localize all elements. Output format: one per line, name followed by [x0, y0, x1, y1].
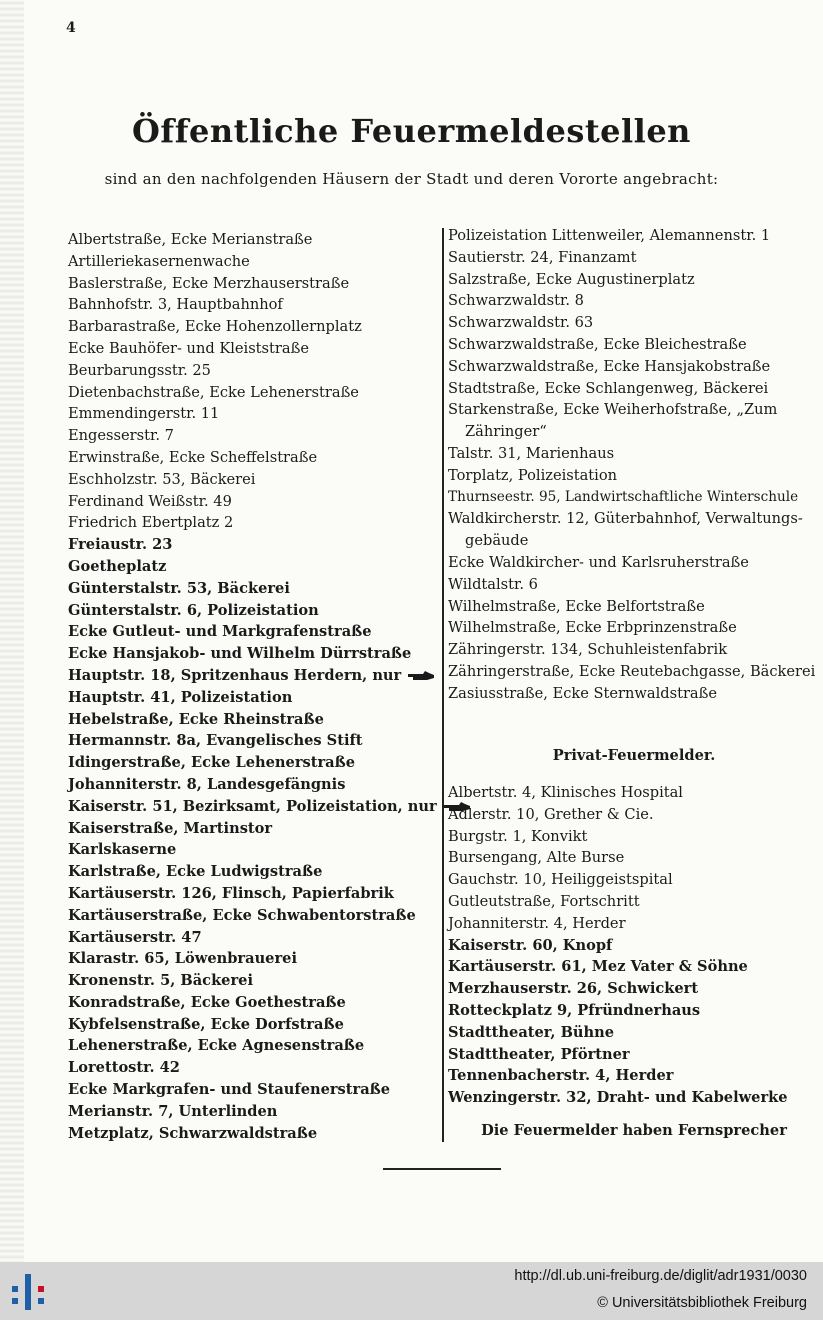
- list-item: Zähringerstr. 134, Schuhleistenfabrik: [448, 641, 728, 659]
- list-item: Wenzingerstr. 32, Draht- und Kabelwerke: [448, 1089, 788, 1107]
- list-item-with-hand: [68, 796, 437, 818]
- list-item: Starkenstraße, Ecke Weiherhofstraße, „Zum: [448, 401, 778, 419]
- list-item: Barbarastraße, Ecke Hohenzollernplatz: [68, 318, 362, 336]
- list-item: Wilhelmstraße, Ecke Erbprinzenstraße: [448, 619, 737, 637]
- list-item: Schwarzwaldstraße, Ecke Hansjakobstraße: [448, 357, 771, 375]
- list-item: Albertstraße, Ecke Merianstraße: [68, 231, 313, 248]
- list-item: Schwarzwaldstr. 63: [448, 314, 594, 332]
- private-list: [448, 782, 820, 1109]
- list-item: Bahnhofstr. 3, Hauptbahnhof: [68, 296, 283, 314]
- list-item: Tennenbacherstr. 4, Herder: [448, 1067, 674, 1085]
- list-item: Engesserstr. 7: [68, 427, 174, 445]
- list-item: Burgstr. 1, Konvikt: [448, 827, 588, 845]
- list-item: Adlerstr. 10, Grether & Cie.: [448, 805, 654, 823]
- list-item: Talstr. 31, Marienhaus: [448, 444, 615, 462]
- list-item: Kartäuserstr. 61, Mez Vater & Söhne: [448, 958, 748, 976]
- list-item: Eschholzstr. 53, Bäckerei: [68, 470, 256, 488]
- list-item-text: Hauptstr. 18, Spritzenhaus Herdern, nur: [68, 666, 402, 684]
- list-item: Günterstalstr. 53, Bäckerei: [68, 579, 290, 597]
- list-item: Beurbarungsstr. 25: [68, 361, 211, 379]
- list-item: Gutleutstraße, Fortschritt: [448, 892, 640, 910]
- closing-rule: [383, 1168, 501, 1170]
- private-section-heading: Privat-Feuermelder.: [552, 747, 716, 764]
- list-item: Karlstraße, Ecke Ludwigstraße: [68, 863, 323, 881]
- list-item: Ecke Waldkircher- und Karlsruherstraße: [448, 553, 749, 571]
- list-item: Ecke Hansjakob- und Wilhelm Dürrstraße: [68, 645, 412, 663]
- list-item: Zähringerstraße, Ecke Reutebachgasse, Bäckerei: [448, 662, 816, 680]
- list-item: Klarastr. 65, Löwenbrauerei: [68, 950, 297, 968]
- list-item: Merzhauserstr. 26, Schwickert: [448, 980, 699, 998]
- public-list-left: [68, 229, 437, 1144]
- list-item: Emmendingerstr. 11: [68, 405, 220, 423]
- list-item: Karlskaserne: [68, 841, 177, 859]
- footnote: Die Feuermelder haben Fernsprecher: [481, 1122, 787, 1139]
- list-item: Stadttheater, Bühne: [448, 1023, 615, 1041]
- list-item: Wilhelmstraße, Ecke Belfortstraße: [448, 597, 705, 615]
- list-item: Waldkircherstr. 12, Güterbahnhof, Verwaltungs-: [448, 510, 803, 528]
- permalink-url[interactable]: http://dl.ub.uni-freiburg.de/diglit/adr1931/0030: [514, 1268, 807, 1284]
- list-item: Konradstraße, Ecke Goethestraße: [68, 993, 346, 1011]
- list-item-continuation: gebäude: [465, 532, 529, 550]
- list-item: Kybfelsenstraße, Ecke Dorfstraße: [68, 1015, 344, 1033]
- column-divider: [442, 228, 444, 1142]
- list-item: Goetheplatz: [68, 557, 167, 575]
- list-item-with-hand: [68, 665, 434, 687]
- list-item: Lorettostr. 42: [68, 1059, 180, 1077]
- list-item: Wildtalstr. 6: [448, 575, 538, 593]
- list-item: Günterstalstr. 6, Polizeistation: [68, 601, 319, 619]
- list-item: Kartäuserstr. 47: [68, 928, 202, 946]
- page-title: Öffentliche Feuermeldestellen: [132, 112, 691, 150]
- list-item: Hebelstraße, Ecke Rheinstraße: [68, 710, 324, 728]
- list-item: Merianstr. 7, Unterlinden: [68, 1102, 278, 1120]
- list-item: Lehenerstraße, Ecke Agnesenstraße: [68, 1037, 365, 1055]
- list-item: Thurnseestr. 95, Landwirtschaftliche Winterschule: [448, 488, 799, 505]
- list-item: Hauptstr. 41, Polizeistation: [68, 688, 293, 706]
- list-item: Artilleriekasernenwache: [68, 252, 250, 270]
- list-item: Zasiusstraße, Ecke Sternwaldstraße: [448, 684, 718, 702]
- list-item: Idingerstraße, Ecke Lehenerstraße: [68, 754, 355, 772]
- list-item: Schwarzwaldstr. 8: [448, 292, 584, 310]
- list-item: Torplatz, Polizeistation: [448, 466, 618, 484]
- list-item: Albertstr. 4, Klinisches Hospital: [448, 784, 683, 801]
- page-subtitle: sind an den nachfolgenden Häusern der Stadt und deren Vororte angebracht:: [104, 170, 719, 188]
- list-item: Ecke Gutleut- und Markgrafenstraße: [68, 623, 372, 641]
- page-number: 4: [66, 20, 76, 36]
- list-item-text: Kaiserstr. 51, Bezirksamt, Polizeistation, nur: [68, 797, 437, 815]
- copyright-notice: © Universitätsbibliothek Freiburg: [597, 1295, 807, 1311]
- list-item: Kaiserstr. 60, Knopf: [448, 936, 613, 954]
- list-item-continuation: Zähringer“: [465, 423, 547, 441]
- list-item: Stadtstraße, Ecke Schlangenweg, Bäckerei: [448, 379, 769, 397]
- list-item: Sautierstr. 24, Finanzamt: [448, 248, 637, 266]
- list-item: Friedrich Ebertplatz 2: [68, 514, 234, 532]
- scan-edge: [0, 0, 24, 1262]
- list-item: Ecke Markgrafen- und Staufenerstraße: [68, 1081, 391, 1099]
- list-item: Kartäuserstr. 126, Flinsch, Papierfabrik: [68, 884, 394, 902]
- library-logo-icon[interactable]: [10, 1272, 46, 1312]
- list-item: Kaiserstraße, Martinstor: [68, 819, 273, 837]
- list-item: Hermannstr. 8a, Evangelisches Stift: [68, 732, 363, 750]
- list-item: Polizeistation Littenweiler, Alemannenstr. 1: [448, 227, 771, 244]
- list-item: Johanniterstr. 4, Herder: [448, 914, 626, 932]
- list-item: Ecke Bauhöfer- und Kleiststraße: [68, 339, 309, 357]
- list-item: Metzplatz, Schwarzwaldstraße: [68, 1124, 318, 1142]
- list-item: Salzstraße, Ecke Augustinerplatz: [448, 270, 695, 288]
- list-item: Gauchstr. 10, Heiliggeistspital: [448, 871, 673, 889]
- list-item: Schwarzwaldstraße, Ecke Bleichestraße: [448, 335, 747, 353]
- pointing-hand-icon: [407, 670, 435, 682]
- viewer-footer: [0, 1262, 823, 1320]
- list-item: Kartäuserstraße, Ecke Schwabentorstraße: [68, 906, 416, 924]
- list-item: Kronenstr. 5, Bäckerei: [68, 972, 253, 990]
- list-item: Stadttheater, Pförtner: [448, 1045, 630, 1063]
- list-item: Baslerstraße, Ecke Merzhauserstraße: [68, 274, 350, 292]
- public-list-right: [448, 225, 820, 705]
- list-item: Ferdinand Weißstr. 49: [68, 492, 232, 510]
- list-item: Erwinstraße, Ecke Scheffelstraße: [68, 448, 318, 466]
- list-item: Freiaustr. 23: [68, 536, 173, 554]
- list-item: Dietenbachstraße, Ecke Lehenerstraße: [68, 383, 359, 401]
- list-item: Bursengang, Alte Burse: [448, 849, 625, 867]
- list-item: Johanniterstr. 8, Landesgefängnis: [68, 775, 346, 793]
- list-item: Rotteckplatz 9, Pfründnerhaus: [448, 1001, 701, 1019]
